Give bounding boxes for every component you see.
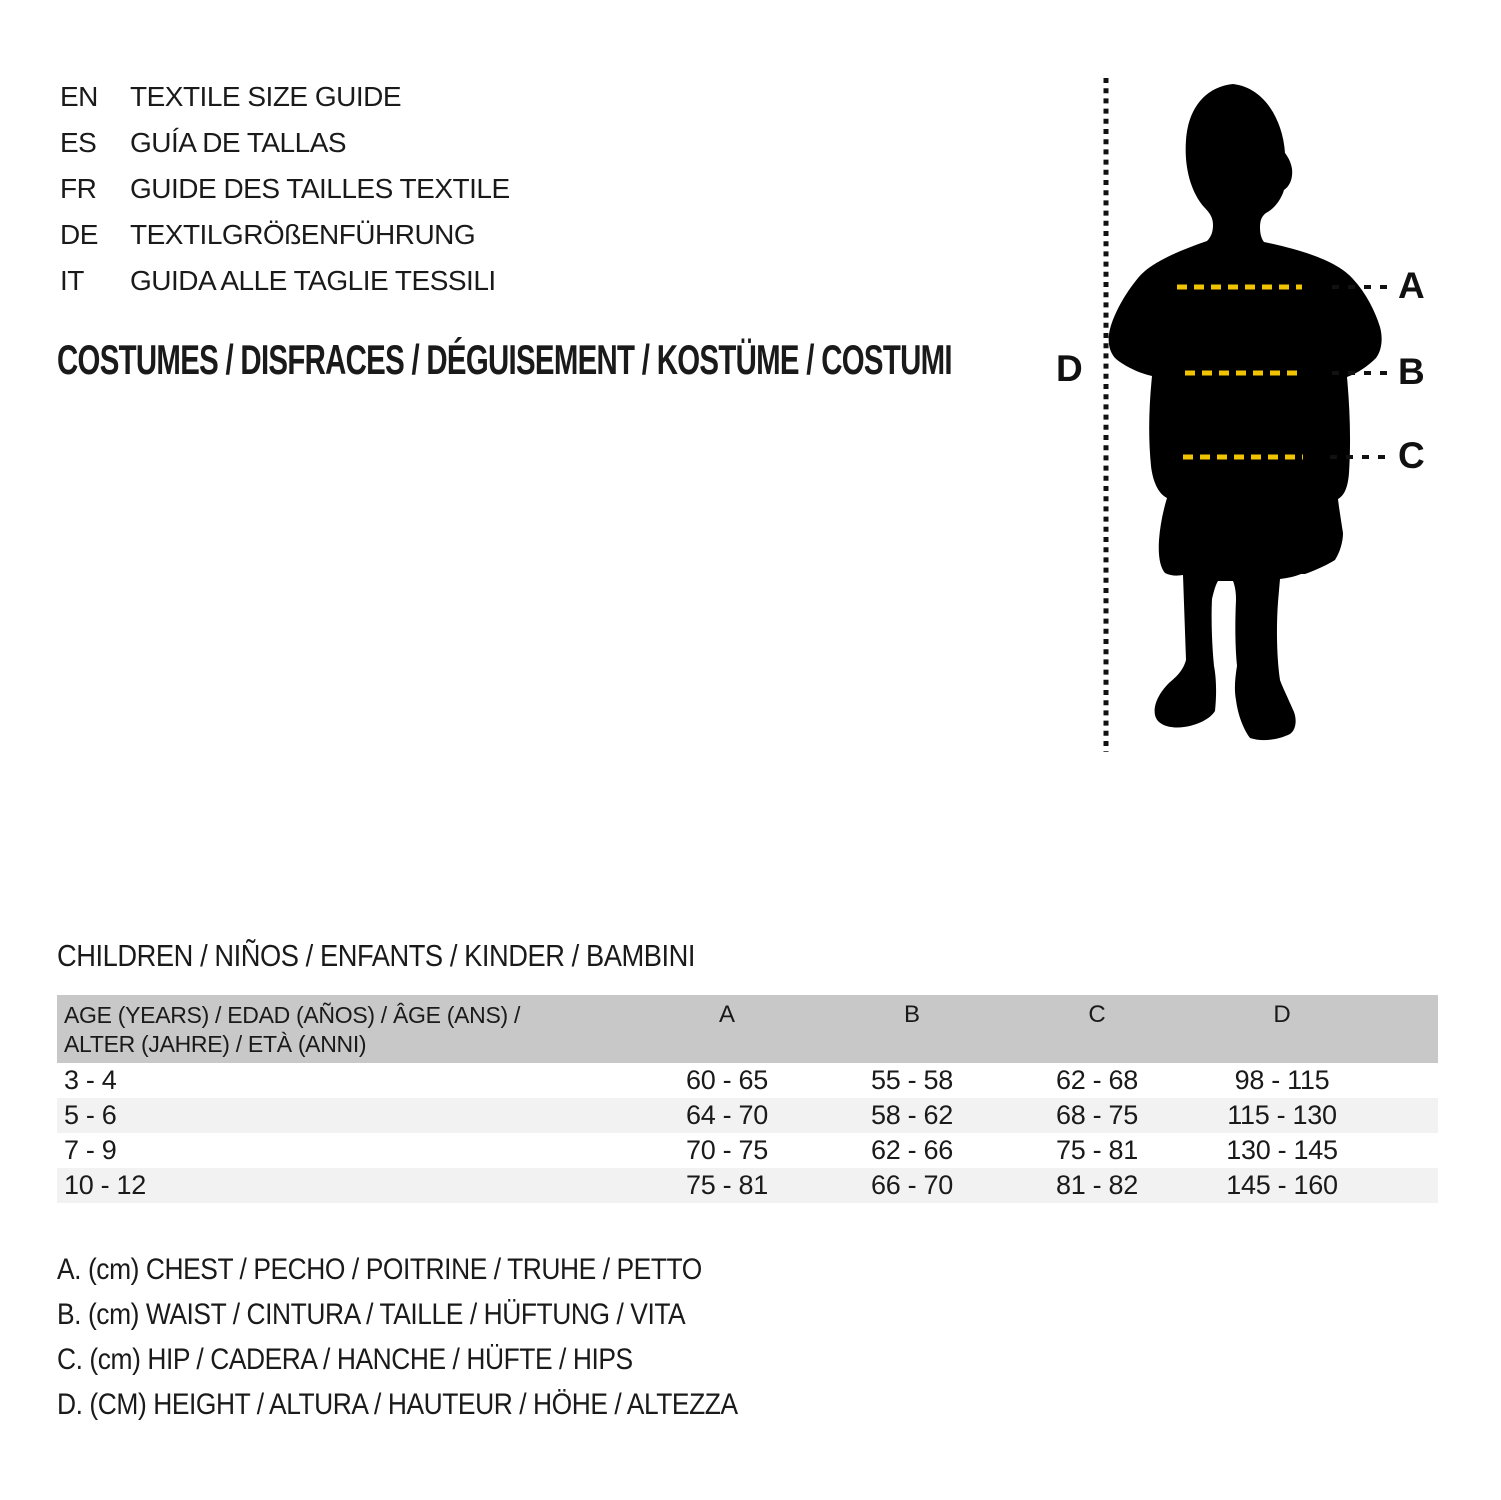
guide-title-fr: GUIDE DES TAILLES TEXTILE [130, 173, 510, 204]
language-row-en [60, 74, 510, 120]
table-row [57, 1168, 1438, 1203]
age-cell: 3 - 4 [64, 1065, 117, 1095]
figure-label-height: D [1056, 348, 1083, 389]
guide-title-de: TEXTILGRÖßENFÜHRUNG [130, 219, 476, 250]
column-header-c: C [1088, 1001, 1106, 1028]
legend-waist: B. (cm) WAIST / CINTURA / TAILLE / HÜFTUNG / VITA [57, 1298, 686, 1331]
children-size-table [57, 995, 1438, 1203]
legend-hip: C. (cm) HIP / CADERA / HANCHE / HÜFTE / HIPS [57, 1343, 633, 1376]
height-cell: 98 - 115 [1234, 1065, 1330, 1095]
figure-label-hip: C [1398, 435, 1425, 476]
language-row-fr [60, 166, 510, 212]
table-row [57, 1098, 1438, 1133]
age-header-line1: AGE (YEARS) / EDAD (AÑOS) / ÂGE (ANS) / [64, 1002, 521, 1028]
legend-height: D. (CM) HEIGHT / ALTURA / HAUTEUR / HÖHE / ALTEZZA [57, 1388, 738, 1421]
chest-cell: 70 - 75 [686, 1135, 768, 1165]
hip-cell: 62 - 68 [1056, 1065, 1138, 1095]
child-silhouette [1109, 84, 1382, 740]
age-cell: 5 - 6 [64, 1100, 117, 1130]
waist-cell: 55 - 58 [871, 1065, 953, 1095]
height-cell: 115 - 130 [1227, 1100, 1337, 1130]
age-cell: 7 - 9 [64, 1135, 117, 1165]
waist-cell: 66 - 70 [871, 1170, 953, 1200]
chest-cell: 60 - 65 [686, 1065, 768, 1095]
table-row [57, 1063, 1438, 1098]
language-code: EN [60, 81, 98, 112]
guide-title-en: TEXTILE SIZE GUIDE [130, 81, 402, 112]
category-title: COSTUMES / DISFRACES / DÉGUISEMENT / KOSTÜME / COSTUMI [57, 336, 952, 383]
height-cell: 145 - 160 [1226, 1170, 1338, 1200]
measurement-legend [57, 1247, 830, 1427]
hip-cell: 68 - 75 [1056, 1100, 1138, 1130]
language-code: IT [60, 265, 84, 296]
figure-label-waist: B [1398, 351, 1425, 392]
figure-label-chest: A [1398, 265, 1425, 306]
waist-cell: 58 - 62 [871, 1100, 953, 1130]
age-cell: 10 - 12 [64, 1170, 146, 1200]
column-header-d: D [1273, 1001, 1291, 1028]
column-header-b: B [903, 1001, 920, 1028]
language-row-it [60, 258, 510, 304]
table-row [57, 1133, 1438, 1168]
chest-cell: 75 - 81 [686, 1170, 768, 1200]
guide-title-es: GUÍA DE TALLAS [130, 127, 347, 158]
language-row-de [60, 212, 510, 258]
waist-cell: 62 - 66 [871, 1135, 953, 1165]
table-header-row [57, 995, 1438, 1063]
child-silhouette-figure [1040, 70, 1460, 760]
guide-title-it: GUIDA ALLE TAGLIE TESSILI [130, 265, 496, 296]
language-code: FR [60, 173, 97, 204]
hip-cell: 75 - 81 [1056, 1135, 1138, 1165]
language-code: DE [60, 219, 98, 250]
language-code: ES [60, 127, 97, 158]
legend-chest: A. (cm) CHEST / PECHO / POITRINE / TRUHE / PETTO [57, 1253, 702, 1286]
column-header-a: A [718, 1001, 735, 1028]
language-title-list [60, 74, 510, 304]
language-row-es [60, 120, 510, 166]
chest-cell: 64 - 70 [686, 1100, 768, 1130]
age-header-line2: ALTER (JAHRE) / ETÀ (ANNI) [64, 1031, 367, 1057]
children-section-title: CHILDREN / NIÑOS / ENFANTS / KINDER / BAMBINI [57, 938, 696, 973]
hip-cell: 81 - 82 [1056, 1170, 1138, 1200]
height-cell: 130 - 145 [1226, 1135, 1338, 1165]
